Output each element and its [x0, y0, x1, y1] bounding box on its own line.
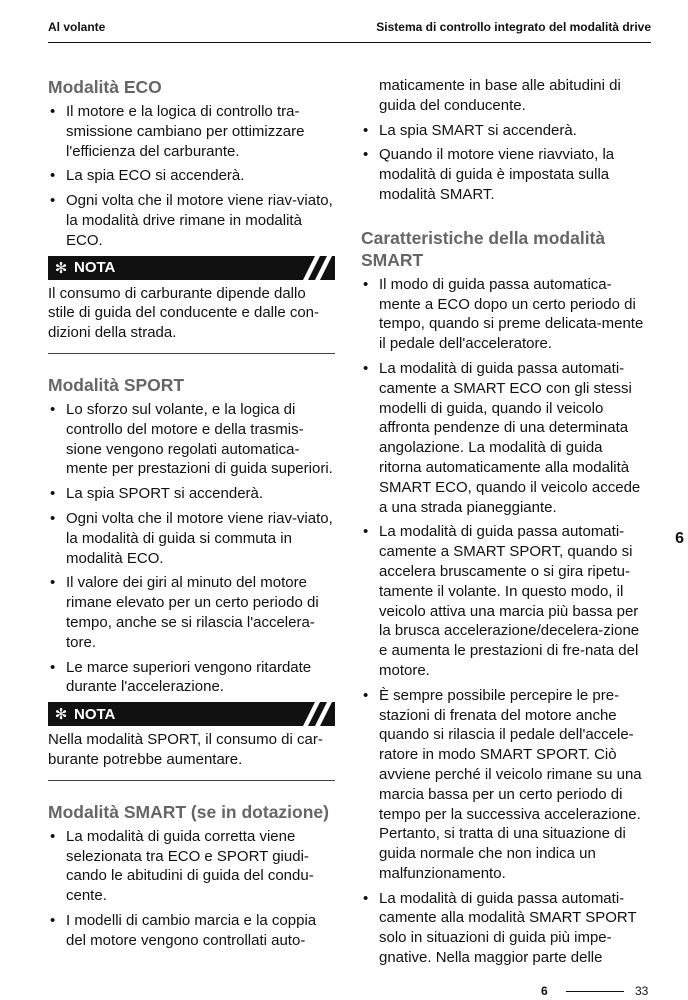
note-label: NOTA — [74, 705, 116, 723]
slash-decoration-icon — [295, 702, 335, 726]
list-item: • Lo sforzo sul volante, e la logica di controllo del motore e della trasmis-sione vengono regolati automatica-mente per prestazioni di guida superiori. — [48, 400, 335, 479]
asterisk-icon: ✻ — [54, 706, 68, 724]
list-item: • Il modo di guida passa automatica-mente a ECO dopo un certo periodo di tempo, quando si preme delicata-mente il pedale dell'acceleratore. — [361, 275, 647, 354]
footer-chapter-number: 6 — [541, 984, 548, 998]
smart-list-continued — [361, 121, 647, 205]
list-item: • Quando il motore viene riavviato, la modalità di guida è impostata sulla modalità SMART. — [361, 145, 647, 204]
section-divider — [48, 780, 335, 781]
eco-list — [48, 102, 335, 251]
running-header-chapter: Sistema di controllo integrato del modalità drive — [376, 20, 651, 34]
chapter-side-tab: 6 — [675, 530, 684, 547]
smart-heading: Modalità SMART (se in dotazione) — [48, 801, 329, 822]
list-item: • È sempre possibile percepire le pre-stazioni di frenata del motore anche quando si rilascia il pedale dell'accele-ratore in modo SMART SPORT. Ciò avviene perché il veicolo rimane su una marcia bassa per un certo periodo di tempo per la successiva accelerazione. Pertanto, si tratta di una situazione di guida normale che non indica un malfunzionamento. — [361, 686, 647, 884]
list-item: • I modelli di cambio marcia e la coppia del motore vengono controllati auto- — [48, 911, 335, 951]
asterisk-icon: ✻ — [54, 259, 68, 277]
list-item: • La modalità di guida corretta viene selezionata tra ECO e SPORT giudi-cando le abitudini di guida del condu-cente. — [48, 827, 335, 906]
header-divider — [48, 42, 651, 43]
list-item: • Il motore e la logica di controllo tra-smissione cambiano per ottimizzare l'efficienza del carburante. — [48, 102, 335, 161]
list-item: • La spia SMART si accenderà. — [361, 121, 647, 141]
note-label: NOTA — [74, 259, 116, 277]
smart-features-heading: Caratteristiche della modalità SMART — [361, 227, 606, 270]
list-item: • La spia SPORT si accenderà. — [48, 484, 335, 504]
sport-list — [48, 400, 335, 697]
list-item: • La spia ECO si accenderà. — [48, 166, 335, 186]
running-header-section: Al volante — [48, 20, 106, 34]
list-item: • Ogni volta che il motore viene riav-viato, la modalità drive rimane in modalità ECO. — [48, 191, 335, 250]
note-text: Nella modalità SPORT, il consumo di car-burante potrebbe aumentare. — [48, 731, 323, 768]
list-item-continuation: maticamente in base alle abitudini di guida del conducente. — [379, 77, 621, 114]
list-item: • La modalità di guida passa automati-camente a SMART ECO con gli stessi modelli di guida, quando il veicolo affronta pendenze di una determinata angolazione. La modalità di guida ritorna automaticamente alla modalità SMART ECO, quando il veicolo accede a una strada pianeggiante. — [361, 359, 647, 517]
smart-features-list — [361, 275, 647, 968]
footer-divider — [566, 991, 624, 992]
list-item: • Le marce superiori vengono ritardate durante l'accelerazione. — [48, 658, 335, 698]
smart-list — [48, 827, 335, 951]
list-item: • La modalità di guida passa automati-camente alla modalità SMART SPORT solo in situazioni di guida più impe-gnative. Nella maggior parte delle — [361, 889, 647, 968]
list-item: • Il valore dei giri al minuto del motore rimane elevato per un certo periodo di tempo, anche se si rilascia l'accelera-tore. — [48, 573, 335, 652]
section-divider — [48, 353, 335, 354]
eco-heading: Modalità ECO — [48, 77, 162, 97]
page-number: 33 — [635, 984, 649, 998]
note-text: Il consumo di carburante dipende dallo stile di guida del conducente e dalle con-dizioni della strada. — [48, 284, 320, 342]
left-column — [48, 76, 335, 956]
right-column — [361, 76, 647, 973]
list-item: • La modalità di guida passa automati-camente a SMART SPORT, quando si accelera bruscamente o si gira ripetu-tamente il volante. In questo modo, il veicolo attiva una marcia più bassa per la brusca accelerazione/decelera-zione e aumenta le prestazioni di fre-nata del motore. — [361, 522, 647, 680]
list-item: • Ogni volta che il motore viene riav-viato, la modalità di guida si commuta in modalità ECO. — [48, 509, 335, 568]
note-banner — [48, 256, 335, 280]
note-banner — [48, 702, 335, 726]
slash-decoration-icon — [295, 256, 335, 280]
sport-heading: Modalità SPORT — [48, 374, 185, 395]
